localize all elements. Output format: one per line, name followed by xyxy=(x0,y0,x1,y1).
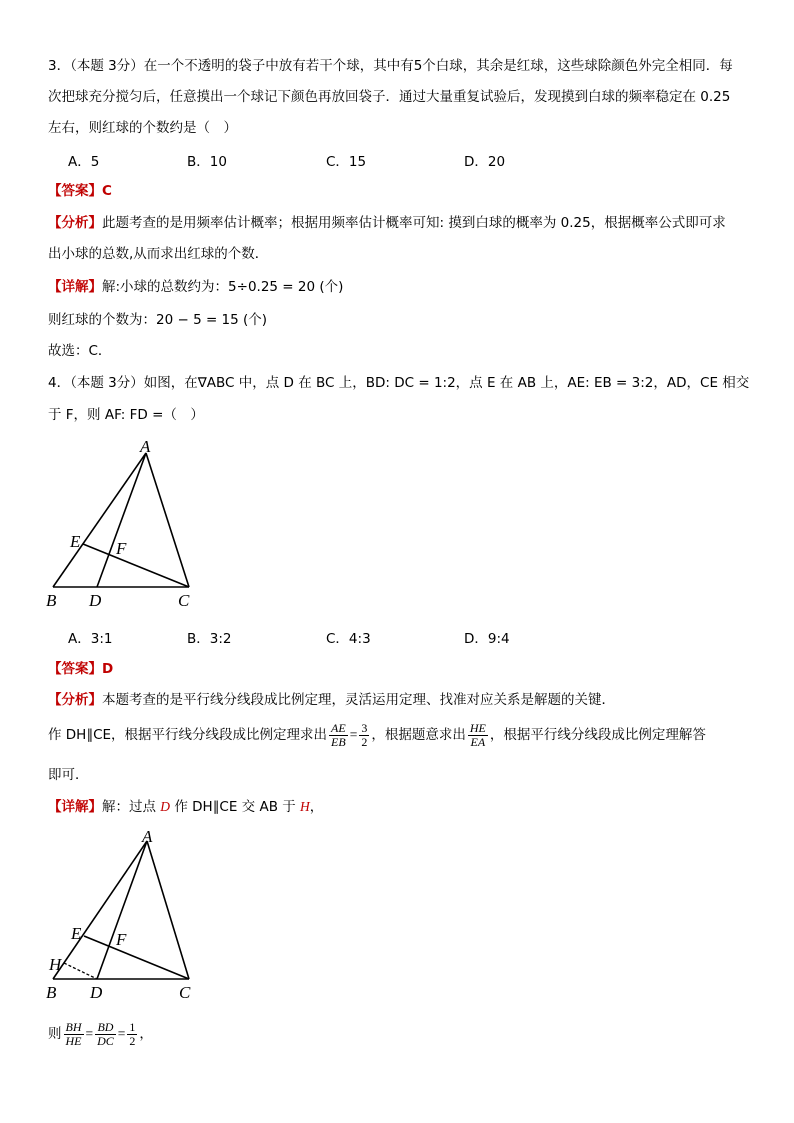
label-d: D xyxy=(90,983,103,1002)
label-c: C xyxy=(178,591,190,610)
q4-stem-line2: 于 F，则 AF: FD =（ ） xyxy=(48,407,204,423)
label-f: F xyxy=(116,539,127,558)
segment-ac xyxy=(146,453,189,587)
q3-analysis-text1: 此题考查的是用频率估计概率；根据用频率估计概率可知: 摸到白球的概率为 0.25，根据概率公式即可求 xyxy=(102,215,726,231)
equals-sign: = xyxy=(117,1026,126,1041)
q4-triangle-figure xyxy=(40,432,210,612)
equals-sign: = xyxy=(85,1026,94,1041)
point-d-ref: D xyxy=(160,799,171,814)
q4-detail-line1 xyxy=(48,797,748,817)
q4-option-c: C．4:3 xyxy=(326,631,371,647)
q3-detail-text1: 解:小球的总数约为：5÷0.25 = 20 (个) xyxy=(102,279,344,295)
point-h-ref: H xyxy=(300,799,310,814)
q4-analysis-text2b: ，根据题意求出 xyxy=(371,727,466,743)
q3-detail-tag: 【详解】 xyxy=(48,279,102,295)
q4-detail-text1b: 作 DH∥CE 交 AB 于 xyxy=(170,799,301,815)
q4-detail-tag: 【详解】 xyxy=(48,799,102,815)
label-h: H xyxy=(49,955,62,974)
q3-stem-line2: 次把球充分搅匀后，任意摸出一个球记下颜色再放回袋子．通过大量重复试验后，发现摸到白球的频率稳定在 0.25 xyxy=(48,89,731,105)
q4-option-d: D．9:4 xyxy=(464,631,510,647)
q4-analysis-tag: 【分析】 xyxy=(48,692,102,708)
fraction-bd-dc: $\frac{BD}{DC}$ xyxy=(97,1019,114,1048)
label-f: F xyxy=(116,930,127,949)
segment-ac xyxy=(147,841,189,979)
q4-stem-line1: 4．（本题 3分）如图，在∇ABC 中，点 D 在 BC 上，BD: DC = 1:2，点 E 在 AB 上，AE: EB = 3:2，AD，CE 相交 xyxy=(48,375,750,391)
q3-stem-line3: 左右，则红球的个数约是（ ） xyxy=(48,120,237,136)
q4-analysis-text2c: ，根据平行线分线段成比例定理解答 xyxy=(489,727,706,743)
q3-answer-value: C xyxy=(102,183,112,199)
label-d: D xyxy=(89,591,102,610)
label-b: B xyxy=(46,983,57,1002)
segment-dh-dashed xyxy=(64,963,97,979)
q4-analysis-line2 xyxy=(48,718,748,752)
q3-detail-line1 xyxy=(48,277,748,297)
fraction-3-2: $\frac{3}{2}$ xyxy=(361,720,368,749)
label-e: E xyxy=(70,532,81,551)
q4-answer-value: D xyxy=(102,661,114,677)
label-a: A xyxy=(140,437,151,456)
q4-option-a: A．3:1 xyxy=(68,631,113,647)
q3-analysis-line2: 出小球的总数,从而求出红球的个数． xyxy=(48,246,269,262)
fraction-bh-he: $\frac{BH}{HE}$ xyxy=(65,1019,82,1048)
q3-stem-line1: 3．（本题 3分）在一个不透明的袋子中放有若干个球，其中有5个白球，其余是红球，这些球除颜色外完全相同．每 xyxy=(48,58,733,74)
q3-analysis-line1 xyxy=(48,213,748,233)
q3-option-b: B．10 xyxy=(187,154,227,170)
label-c: C xyxy=(179,983,191,1002)
label-e: E xyxy=(71,924,82,943)
q4-detail-text1a: 解：过点 xyxy=(102,799,161,815)
label-b: B xyxy=(46,591,57,610)
q4-final-suffix: ， xyxy=(139,1026,153,1042)
q4-final-prefix: 则 xyxy=(48,1026,62,1042)
q3-detail-line2: 则红球的个数为：20 − 5 = 15 (个) xyxy=(48,312,268,328)
fraction-1-2: $\frac{1}{2}$ xyxy=(129,1019,136,1048)
q4-solution-figure xyxy=(40,826,210,1006)
segment-ab xyxy=(53,841,147,979)
q3-option-a: A．5 xyxy=(68,154,100,170)
q4-analysis-line3: 即可． xyxy=(48,767,89,783)
q3-detail-line3: 故选：C． xyxy=(48,343,112,359)
q4-analysis-line1 xyxy=(48,690,748,710)
fraction-ae-eb: $\frac{AE}{EB}$ xyxy=(331,720,346,749)
q4-analysis-text2a: 作 DH∥CE，根据平行线分线段成比例定理求出 xyxy=(48,727,328,743)
segment-ab xyxy=(53,453,146,587)
q4-answer xyxy=(48,659,748,679)
label-a: A xyxy=(142,827,153,846)
q3-option-d: D．20 xyxy=(464,154,506,170)
q4-analysis-text1: 本题考查的是平行线分线段成比例定理，灵活运用定理、找准对应关系是解题的关键． xyxy=(102,692,615,708)
q3-answer xyxy=(48,181,748,201)
q4-detail-text1c: ， xyxy=(309,799,324,815)
equals-sign: = xyxy=(349,727,358,742)
q4-answer-tag: 【答案】 xyxy=(48,661,102,677)
q3-option-c: C．15 xyxy=(326,154,367,170)
q3-answer-tag: 【答案】 xyxy=(48,183,102,199)
fraction-he-ea: $\frac{HE}{EA}$ xyxy=(469,720,486,749)
q4-final-line xyxy=(48,1016,748,1052)
q3-analysis-tag: 【分析】 xyxy=(48,215,102,231)
q4-option-b: B．3:2 xyxy=(187,631,232,647)
